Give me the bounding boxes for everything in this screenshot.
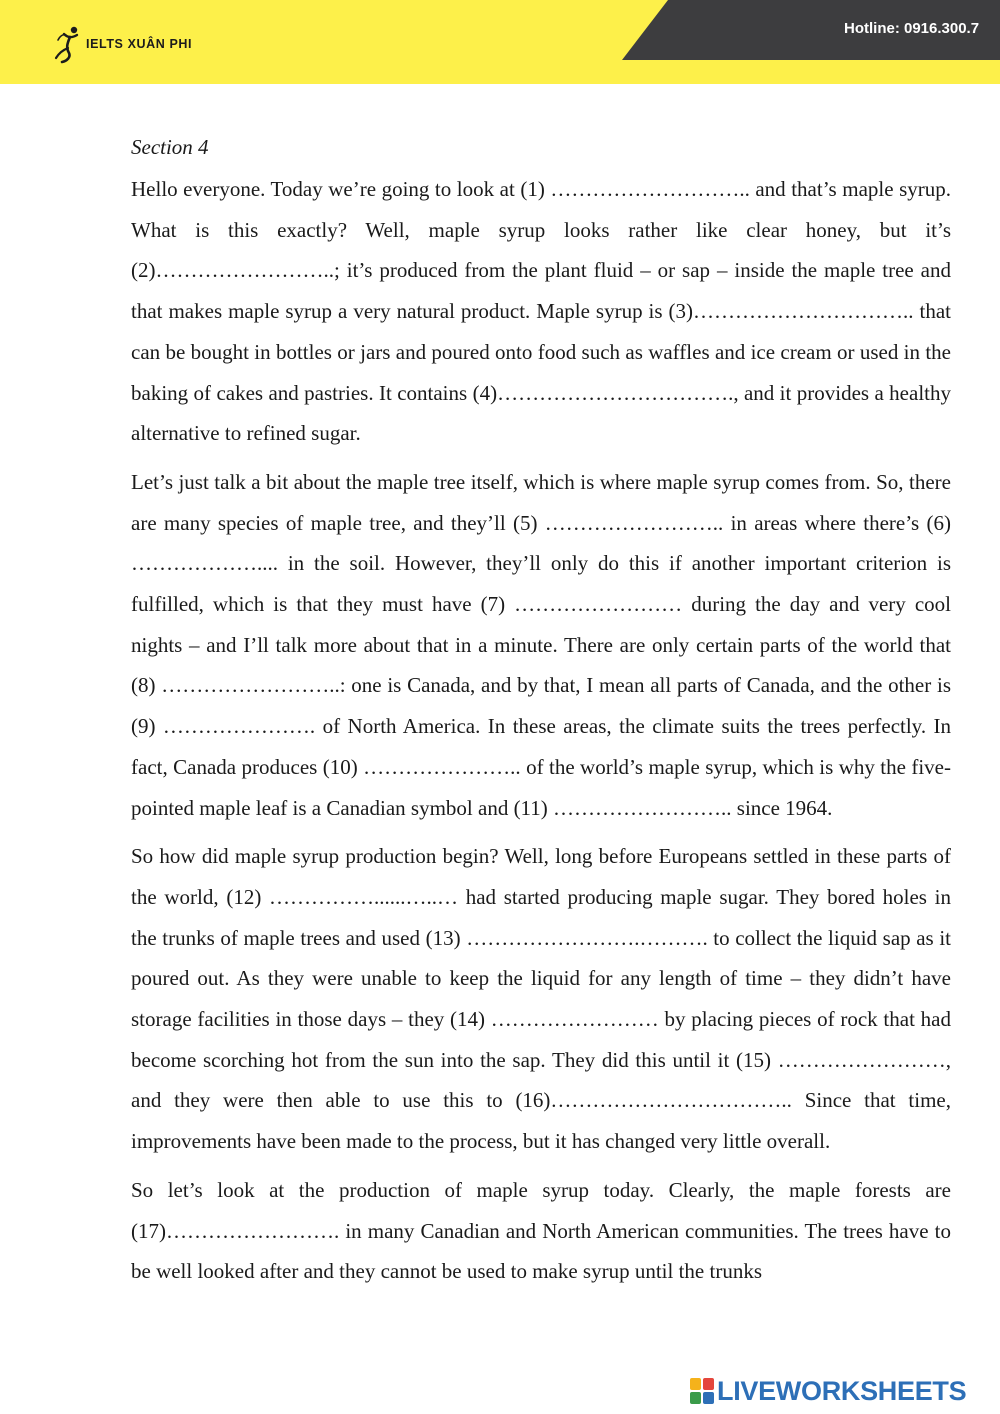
liveworksheets-icon (690, 1378, 714, 1404)
section-title: Section 4 (131, 135, 209, 159)
paragraph-2: Let’s just talk a bit about the maple tree itself, which is where maple syrup comes from. So, there are many species of maple tree, and they’ll (5) …………………….. in areas where there’s (6) ……………….... in the soil. However, they’ll only do this if another important criterion is fulfilled, which is that they must have (7) …………………… during the day and very cool nights – and I’ll talk more about that in a minute. There are only certain parts of the world that (8) ……………………..: one is Canada, and by that, I mean all parts of Canada, and the other is (9) …………………. of North America. In these areas, the climate suits the trees perfectly. In fact, Canada produces (10) ………………….. of the world’s maple syrup, which is why the five-pointed maple leaf is a Canadian symbol and (11) …………………….. since 1964. (131, 469, 951, 820)
paragraph-1: Hello everyone. Today we’re going to look at (1) ……………………….. and that’s maple syrup. What is this exactly? Well, maple syrup looks rather like clear honey, but it’s (2)……………………..; it’s produced from the plant fluid – or sap – inside the maple tree and that makes maple syrup a very natural product. Maple syrup is (3)………………………….. that can be bought in bottles or jars and poured onto food such as waffles and ice cream or used in the baking of cakes and pastries. It contains (4)……………………………., and it provides a healthy alternative to refined sugar. (131, 177, 951, 446)
brand-logo (50, 24, 192, 64)
paragraph-3: So how did maple syrup production begin? Well, long before Europeans settled in these parts of the world, (12) ……………......…..… had started producing maple sugar. They bored holes in the trunks of maple trees and used (13) …………………….………. to collect the liquid sap as it poured out. As they were unable to keep the liquid for any length of time – they didn’t have storage facilities in those days – they (14) …………………… by placing pieces of rock that had become scorching hot from the sun into the sap. They did this until it (15) ……………………, and they were then able to use this to (16)…………………………….. Since that time, improvements have been made to the process, but it has changed very little overall. (131, 844, 951, 1154)
page-header (0, 0, 1000, 84)
liveworksheets-logo[interactable] (690, 1376, 966, 1406)
document-body (131, 128, 951, 1300)
liveworksheets-wordmark: LIVEWORKSHEETS (717, 1375, 967, 1406)
runner-logo-icon (50, 24, 86, 64)
hotline-text: Hotline: 0916.300.7 (844, 20, 980, 37)
brand-name: IELTS XUÂN PHI (86, 37, 193, 51)
paragraph-4: So let’s look at the production of maple syrup today. Clearly, the maple forests are (17)……………………. in many Canadian and North American communities. The trees have to be well looked after and they cannot be used to make syrup until the trunks (131, 1177, 951, 1284)
